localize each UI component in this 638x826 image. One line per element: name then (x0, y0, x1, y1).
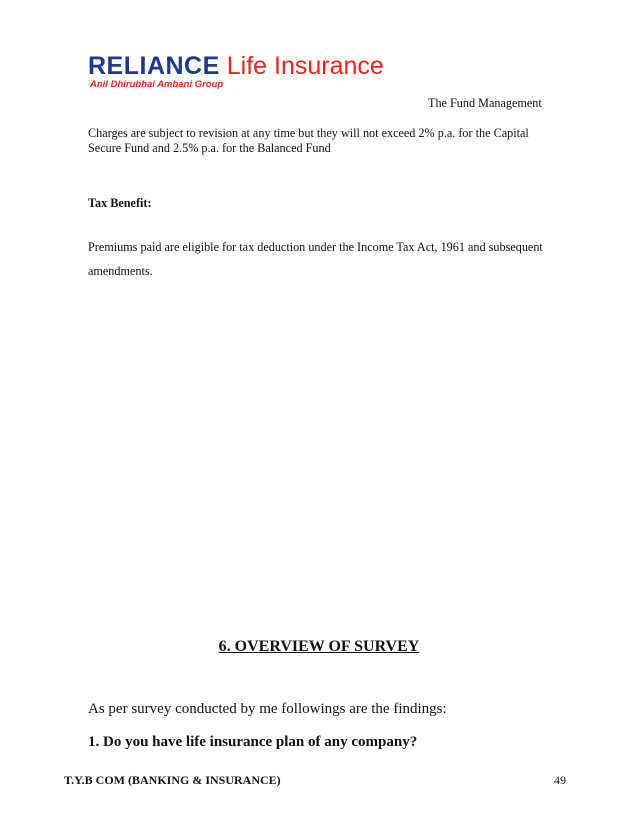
tax-paragraph-line2: amendments. (88, 264, 153, 278)
footer-course: T.Y.B COM (BANKING & INSURANCE) (64, 773, 281, 787)
logo-brand-text: RELIANCE (88, 52, 220, 80)
survey-question-1: 1. Do you have life insurance plan of any company? (88, 734, 418, 750)
reliance-logo (88, 52, 388, 94)
charges-paragraph-line1: Charges are subject to revision at any time but they will not exceed 2% p.a. for the Capital (88, 126, 529, 140)
logo-group-text: Anil Dhirubhai Ambani Group (90, 79, 224, 90)
tax-paragraph-line1: Premiums paid are eligible for tax deduction under the Income Tax Act, 1961 and subsequent (88, 240, 543, 254)
tax-benefit-heading: Tax Benefit: (88, 196, 152, 210)
survey-intro: As per survey conducted by me followings are the findings: (88, 701, 447, 717)
logo-suffix-text: Life Insurance (226, 52, 384, 80)
section-title: 6. OVERVIEW OF SURVEY (218, 638, 420, 655)
charges-paragraph-line2: Secure Fund and 2.5% p.a. for the Balanced Fund (88, 141, 331, 155)
fund-management-text: The Fund Management (428, 96, 542, 110)
page-number: 49 (554, 773, 566, 787)
